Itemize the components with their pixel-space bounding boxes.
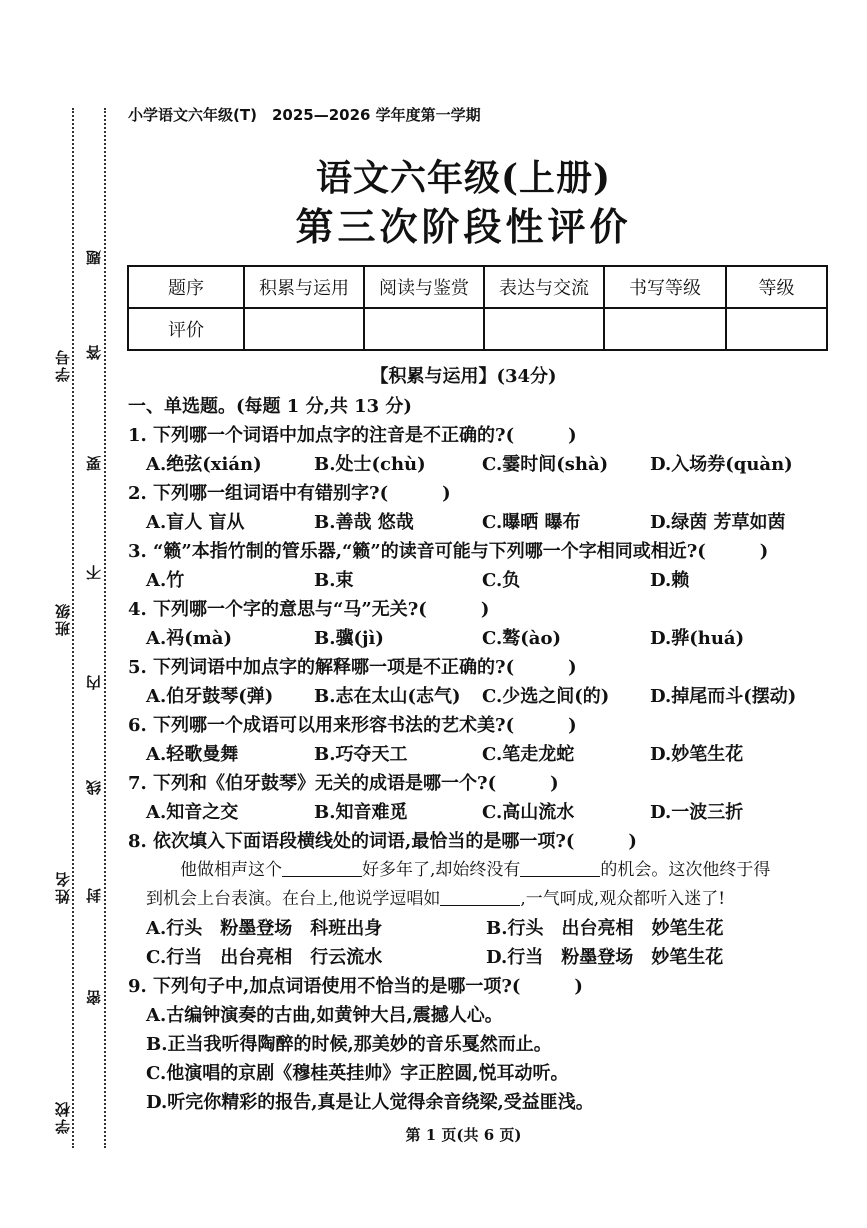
page-number: 第 1 页(共 6 页) <box>405 1126 522 1144</box>
option: C.少选之间(的) <box>482 686 610 707</box>
option: A.祃(mà) <box>146 628 232 649</box>
score-header-cell: 书写等级 <box>604 266 726 308</box>
score-cell <box>244 308 364 350</box>
option: C.霎时间(shà) <box>482 454 609 475</box>
question-6: 6. 下列哪一个成语可以用来形容书法的艺术美?( ) <box>128 715 577 736</box>
binding-dotted-line-inner <box>104 108 106 1148</box>
option: A.行头 粉墨登场 科班出身 <box>146 918 383 939</box>
passage-text: 到机会上台表演。在台上,他说学逗唱如 <box>146 889 441 909</box>
question-7-options <box>128 798 843 827</box>
option: A.知音之交 <box>146 802 239 823</box>
question-2: 2. 下列哪一组词语中有错别字?( ) <box>128 483 451 504</box>
option: B.知音难觅 <box>314 802 408 823</box>
question-4: 4. 下列哪一个字的意思与“马”无关?( ) <box>128 599 490 620</box>
option: B.善哉 悠哉 <box>314 512 414 533</box>
school-label: 学校 <box>54 1100 72 1134</box>
part-title: 一、单选题。(每题 1 分,共 13 分) <box>128 396 412 417</box>
option: A.盲人 盲从 <box>146 512 245 533</box>
option: B.志在太山(志气) <box>314 686 461 707</box>
score-cell <box>604 308 726 350</box>
student-id-label: 学号 <box>54 348 72 382</box>
question-5-options <box>128 682 843 711</box>
question-9-option-c: C.他演唱的京剧《穆桂英挂帅》字正腔圆,悦耳动听。 <box>146 1063 569 1084</box>
exam-subtitle: 小学语文六年级(T) 2025—2026 学年度第一学期 <box>128 106 481 124</box>
score-row-label: 评价 <box>128 308 244 350</box>
option: A.绝弦(xián) <box>146 454 262 475</box>
question-5: 5. 下列词语中加点字的解释哪一项是不正确的?( ) <box>128 657 577 678</box>
option: D.骅(huá) <box>650 628 745 649</box>
passage-text: 他做相声这个 <box>180 860 282 880</box>
question-8: 8. 依次填入下面语段横线处的词语,最恰当的是哪一项?( ) <box>128 831 637 852</box>
passage-text: 的机会。这次他终于得 <box>600 860 771 880</box>
option: D.绿茵 芳草如茵 <box>650 512 786 533</box>
question-9-option-d: D.听完你精彩的报告,真是让人觉得余音绕梁,受益匪浅。 <box>146 1092 594 1113</box>
option: C.高山流水 <box>482 802 575 823</box>
option: D.入场券(quàn) <box>650 454 793 475</box>
option: C.骜(ào) <box>482 628 561 649</box>
question-8-passage-line2 <box>128 885 843 914</box>
score-header-cell: 阅读与鉴赏 <box>364 266 484 308</box>
option: A.轻歌曼舞 <box>146 744 239 765</box>
passage-text: 好多年了,却始终没有 <box>362 860 521 880</box>
seal-glyph-2: 答 <box>85 345 103 360</box>
score-header-cell: 等级 <box>726 266 827 308</box>
option: D.妙笔生花 <box>650 744 744 765</box>
question-8-options-row1 <box>128 914 843 943</box>
exam-title-line1: 语文六年级(上册) <box>315 157 612 199</box>
option: B.束 <box>314 570 354 591</box>
name-label: 姓名 <box>54 870 72 904</box>
question-2-options <box>128 508 843 537</box>
option: B.处士(chù) <box>314 454 426 475</box>
score-table <box>127 265 828 351</box>
question-9-option-b: B.正当我听得陶醉的时候,那美妙的音乐戛然而止。 <box>146 1034 552 1055</box>
fill-blank-2 <box>520 856 600 877</box>
score-header-cell: 题序 <box>128 266 244 308</box>
option: A.竹 <box>146 570 185 591</box>
seal-glyph-4: 不 <box>85 565 103 580</box>
score-table-header-row <box>128 266 827 308</box>
option: D.行当 粉墨登场 妙笔生花 <box>486 947 724 968</box>
option: C.行当 出台亮相 行云流水 <box>146 947 383 968</box>
option: C.笔走龙蛇 <box>482 744 575 765</box>
question-1-options <box>128 450 843 479</box>
question-8-passage-line1 <box>128 856 843 885</box>
seal-glyph-8: 密 <box>85 990 103 1005</box>
option: D.赖 <box>650 570 690 591</box>
seal-glyph-6: 线 <box>85 780 103 795</box>
fill-blank-3 <box>440 885 520 906</box>
option: A.伯牙鼓琴(弹) <box>146 686 274 707</box>
score-header-cell: 表达与交流 <box>484 266 604 308</box>
seal-glyph-5: 内 <box>85 675 103 690</box>
question-1: 1. 下列哪一个词语中加点字的注音是不正确的?( ) <box>128 425 577 446</box>
option: D.一波三折 <box>650 802 744 823</box>
seal-glyph-1: 题 <box>85 250 103 265</box>
question-7: 7. 下列和《伯牙鼓琴》无关的成语是哪一个?( ) <box>128 773 559 794</box>
option: B.巧夺天工 <box>314 744 408 765</box>
question-3-options <box>128 566 843 595</box>
score-header-cell: 积累与运用 <box>244 266 364 308</box>
question-8-options-row2 <box>128 943 843 972</box>
seal-glyph-3: 要 <box>85 456 103 471</box>
option: D.掉尾而斗(摆动) <box>650 686 797 707</box>
exam-title-line2: 第三次阶段性评价 <box>295 204 632 249</box>
score-table-eval-row <box>128 308 827 350</box>
questions-area <box>128 392 843 1117</box>
score-cell <box>484 308 604 350</box>
option: C.负 <box>482 570 521 591</box>
passage-text: ,一气呵成,观众都听入迷了! <box>520 889 726 909</box>
fill-blank-1 <box>282 856 362 877</box>
question-9-option-a: A.古编钟演奏的古曲,如黄钟大吕,震撼人心。 <box>146 1005 503 1026</box>
question-4-options <box>128 624 843 653</box>
score-cell <box>726 308 827 350</box>
option: B.行头 出台亮相 妙笔生花 <box>486 918 724 939</box>
section-title: 【积累与运用】(34分) <box>370 366 557 387</box>
question-9: 9. 下列句子中,加点词语使用不恰当的是哪一项?( ) <box>128 976 583 997</box>
option: C.曝晒 曝布 <box>482 512 581 533</box>
question-6-options <box>128 740 843 769</box>
question-3: 3. “籁”本指竹制的管乐器,“籁”的读音可能与下列哪一个字相同或相近?( ) <box>128 541 769 562</box>
seal-glyph-7: 封 <box>85 888 103 903</box>
option: B.骥(jì) <box>314 628 384 649</box>
class-label: 班级 <box>54 602 72 636</box>
score-cell <box>364 308 484 350</box>
